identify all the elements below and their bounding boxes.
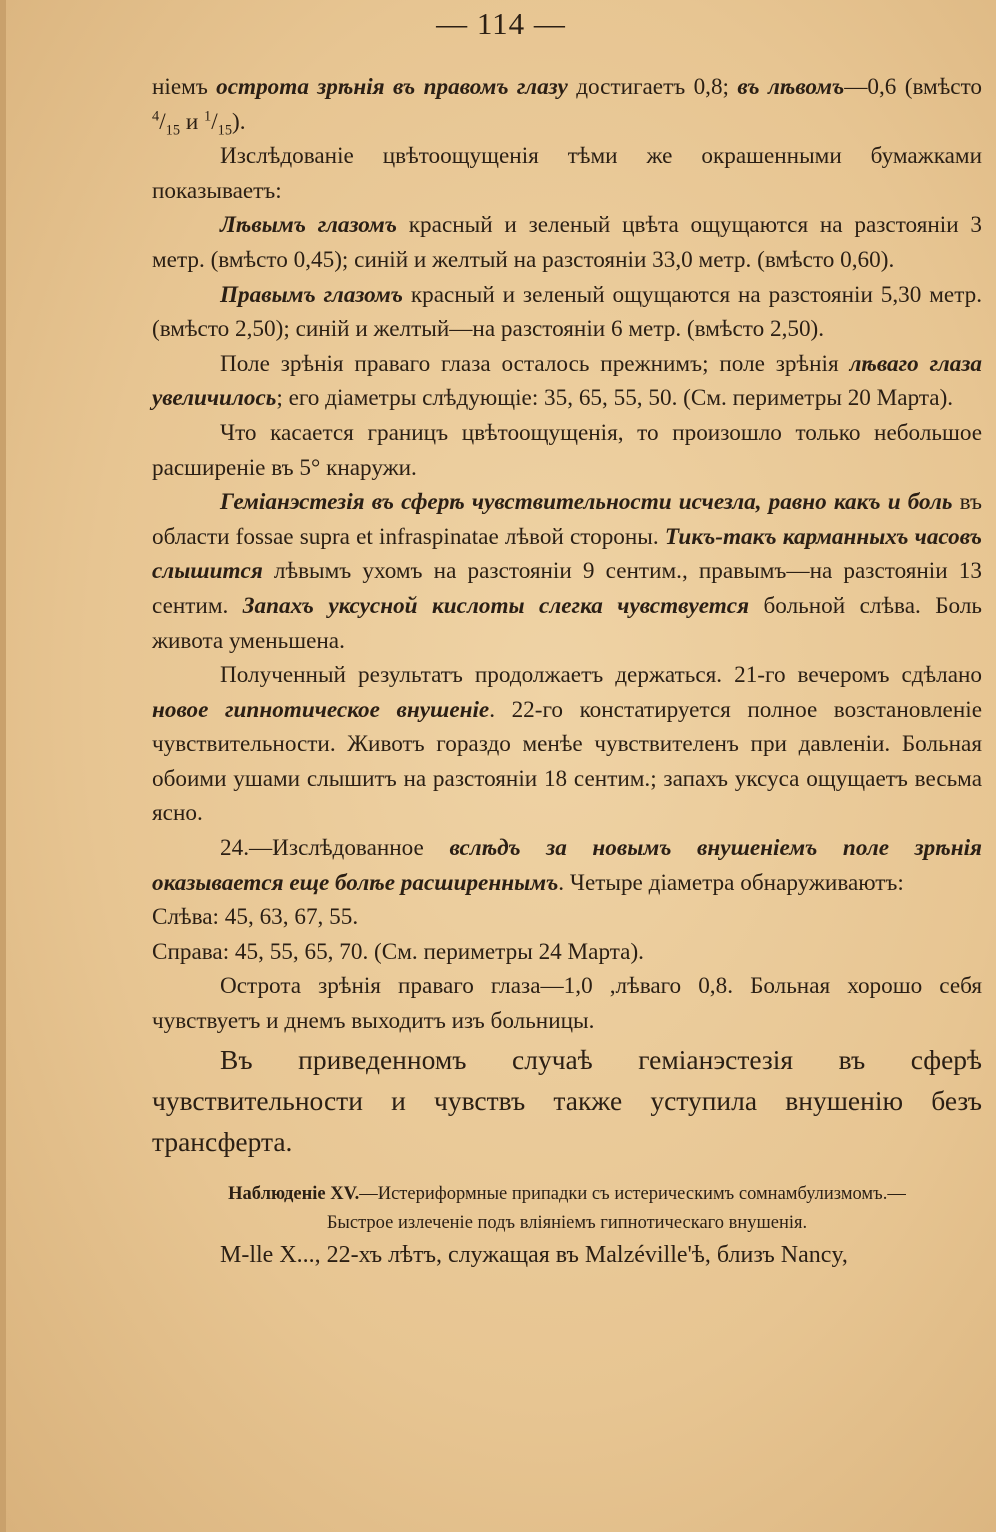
emphasis: острота зрѣнія въ правомъ глазу	[216, 74, 568, 100]
paragraph-6: Что касается границъ цвѣтоощущенія, то произошло только небольшое расширеніе въ 5° кнаружи.	[152, 419, 982, 481]
text-run: . 22-го констатируется полное возстановленіе чувствительности. Животъ гораздо менѣе чувствителенъ при давленіи. Больная обоими ушами слышитъ на разстояніи 18 сентим.; запахъ уксуса ощущаетъ весьма ясно.	[152, 696, 982, 827]
observation-label: Наблюденіе XV.	[228, 1183, 360, 1204]
text-run: и	[180, 108, 205, 135]
diameter-left: Слѣва: 45, 63, 67, 55.	[152, 904, 359, 931]
text-run: ніемъ	[152, 74, 217, 100]
text-run: красный и зеленый ощущаются на разстояніи 5,30 метр. (вмѣсто 2,50); синій и желтый—на разстояніи 6 метр. (вмѣсто 2,50).	[152, 281, 982, 343]
paragraph-10: Острота зрѣнія праваго глаза—1,0 ,лѣваго 0,8. Больная хорошо себя чувствуетъ и днемъ выходитъ изъ больницы.	[152, 973, 982, 1035]
observation-heading	[152, 1180, 982, 1238]
fraction-denominator: 15	[217, 122, 233, 139]
observation-title: —Истериформные припадки съ истерическимъ сомнамбулизмомъ.—	[359, 1183, 906, 1204]
fraction-denominator: 15	[165, 122, 181, 139]
text-run: ; его діаметры слѣдующіе: 35, 65, 55, 50. (См. периметры 20 Марта).	[276, 385, 954, 412]
paragraph-2: Изслѣдованіе цвѣтоощущенія тѣми же окрашенными бумажками показываетъ:	[152, 143, 982, 204]
emphasis: лѣваго глаза увеличилось	[152, 350, 982, 412]
observation-line-2: Быстрое излеченіе подъ вліяніемъ гипнотическаго внушенія.	[326, 1212, 808, 1233]
paragraph-3	[152, 208, 982, 277]
diameter-right: Справа: 45, 55, 65, 70. (См. периметры 24 Марта).	[152, 938, 644, 965]
paragraph-5	[152, 347, 982, 416]
text-run: Полученный результатъ продолжаетъ держаться. 21-го вечеромъ сдѣлано	[220, 662, 982, 689]
fraction-numerator: 4	[152, 107, 160, 124]
text-run: Поле зрѣнія праваго глаза осталось прежнимъ; поле зрѣнія	[220, 350, 850, 377]
fraction-numerator: 1	[204, 107, 212, 124]
emphasis: Тикъ-такъ карманныхъ часовъ слышится	[152, 523, 983, 585]
text-run: ).	[232, 108, 246, 135]
paragraph-9	[152, 831, 982, 900]
paragraph-8	[152, 658, 982, 831]
last-line: M-lle X..., 22-хъ лѣтъ, служащая въ Malzéville'ѣ, близъ Nancy,	[220, 1241, 848, 1268]
text-run: больной слѣва. Боль живота уменьшена.	[152, 592, 982, 654]
paragraph-1: ніемъ острота зрѣнія въ правомъ глазу достигаетъ 0,8; въ лѣвомъ—0,6 (вмѣсто $^4/_{15}$ и $^1/_{15}$).	[152, 74, 982, 139]
observation-line-1	[152, 1180, 982, 1209]
text-run: красный и зеленый цвѣта ощущаются на разстояніи 3 метр. (вмѣсто 0,45); синій и желтый на разстояніи 33,0 метр. (вмѣсто 0,60).	[152, 212, 982, 273]
emphasis: Запахъ уксусной кислоты слегка чувствуется	[242, 592, 750, 619]
emphasis: Лѣвымъ глазомъ	[220, 212, 398, 239]
emphasis: въ лѣвомъ	[737, 74, 845, 100]
paragraph-7	[152, 485, 982, 658]
text-run: лѣвымъ ухомъ на разстояніи 9 сентим., правымъ—на разстояніи 13 сентим.	[152, 558, 982, 619]
emphasis: Правымъ глазомъ	[220, 281, 403, 308]
text-run: . Четыре діаметра обнаруживаютъ:	[558, 869, 904, 896]
emphasis: Геміанэстезія въ сферѣ чувствительности исчезла, равно какъ и боль	[220, 489, 953, 516]
text-run: въ области fossae supra et infraspinatae лѣвой стороны.	[152, 489, 982, 550]
page-number: — 114 —	[436, 6, 566, 41]
text-run: достигаетъ 0,8;	[567, 74, 738, 100]
paragraph-4	[152, 278, 982, 347]
text-run: 24.—Изслѣдованное	[220, 835, 450, 862]
text-run: —0,6 (вмѣсто	[844, 74, 982, 100]
emphasis: новое гипнотическое внушеніе	[152, 696, 490, 723]
body-text	[152, 70, 982, 1272]
emphasis: вслѣдъ за новымъ внушеніемъ поле зрѣнія оказывается еще болѣе расширеннымъ	[152, 835, 982, 896]
conclusion-paragraph: Въ приведенномъ случаѣ геміанэстезія въ сферѣ чувствительности и чувствъ также уступила внушенію безъ трансферта.	[152, 1043, 982, 1157]
